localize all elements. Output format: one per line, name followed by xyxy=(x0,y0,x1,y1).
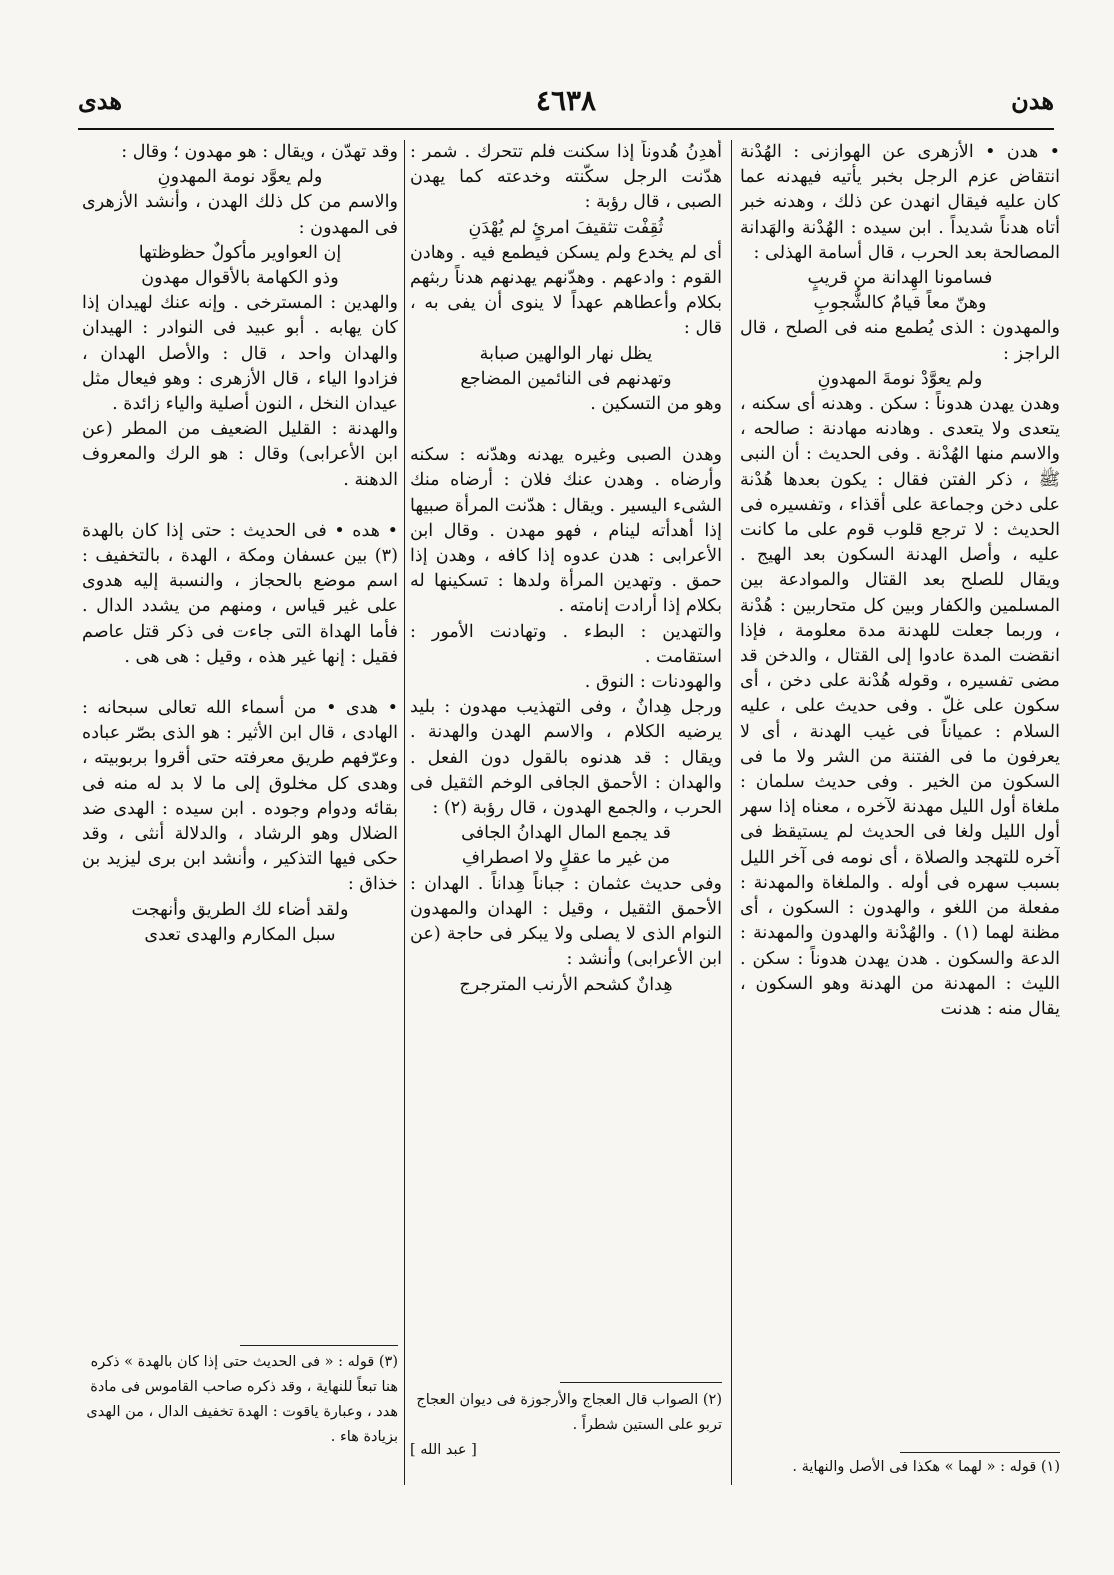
verse-line: ثُقِفْت تثقيفَ امرئٍ لم يُهْدَنِ xyxy=(468,217,664,238)
header-root-left: هدى xyxy=(78,86,123,115)
footnote-text: (١) قوله : « لهما » هكذا فى الأصل والنهاية . xyxy=(792,1459,1060,1475)
section-gap xyxy=(410,417,722,443)
footnote-rule xyxy=(240,1345,398,1346)
verse-line: ولم يعوَّدْ نومةَ المهدونِ xyxy=(817,368,983,389)
column-divider xyxy=(404,140,405,1485)
column-left xyxy=(82,140,398,1480)
paragraph: والتهدين : البطء . وتهادنت الأمور : استقامت . xyxy=(410,621,722,667)
verse-line: وذو الكهامة بالأقوال مهدون xyxy=(141,268,339,289)
column-divider xyxy=(731,140,732,1485)
paragraph: والهدين : المسترخى . وإنه عنك لهيدان إذا كان يهابه . أبو عبيد فى النوادر : الهيدان والهدان واحد ، قال : والأصل الهدان ، فزادوا الياء ، قال الأزهرى : وهو فيعال مثل عيدان النخل ، النون أصلية والياء زائدة . xyxy=(82,293,398,415)
page-header xyxy=(78,84,1054,130)
paragraph: أى لم يخدع ولم يسكن فيطمع فيه . وهادن القوم : وادعهم . وهدّنهم يهدنهم هدناً ربثهم بكلام وأعطاهم عهداً لا ينوى أن يفى به ، قال : xyxy=(410,242,722,339)
paragraph: وقد تهدّن ، ويقال : هو مهدون ؛ وقال : xyxy=(121,142,398,162)
verse-line: من غير ما عقلٍ ولا اصطرافِ xyxy=(461,848,671,869)
verse-line: ولم يعوَّد نومة المهدونِ xyxy=(157,167,323,188)
verse-line: وهنّ معاً قيامٌ كالشُّجوبِ xyxy=(813,293,987,314)
paragraph: والهودنات : النوق . xyxy=(584,672,722,693)
column-middle xyxy=(410,140,722,1480)
paragraph: والمهدون : الذى يُطمع منه فى الصلح ، قال الراجز : xyxy=(740,318,1060,364)
verse-line: يظل نهار الوالهين صبابة xyxy=(479,343,653,364)
paragraph: وهدن يهدن هدوناً : سكن . وهدنه أى سكنه ، يتعدى ولا يتعدى . وهادنه مهادنة : صالحه ، والاسم منها الهُدْنة . وفى الحديث : أن النبى ﷺ ، ذكر الفتن فقال : يكون بعدها هُدْنة على دخن وجماعة على أقذاء ، وتفسيره فى الحديث : لا ترجع قلوب قوم على ما كانت عليه ، وأصل الهدنة السكون بعد الهيج . ويقال للصلح بعد القتال والموادعة بين المسلمين والكفار وبين كل متحاربين : هُدْنة ، وربما جعلت للهدنة مدة معلومة ، فإذا انقضت المدة عادوا إلى القتال ، والدخن قد مضى تفسيره ، وقوله هُدْنة على دخن ، أى سكون على غلّ . وفى حديث على ، عليه السلام : عمياناً فى غيب الهدنة ، أى لا يعرفون ما فى الفتنة من الشر ولا ما فى السكون من الخير . وفى حديث سلمان : ملغاة أول الليل مهدنة لآخره ، معناه إذا سهر أول الليل ولغا فى الحديث لم يستيقظ فى آخره للتهجد والصلاة ، أى نومه فى آخر الليل بسبب سهره فى أوله . والملغاة والمهدنة : مفعلة من اللغو ، والهدون : السكون ، أى مظنة لهما (١) . والهُدْنة والهدون والمهدنة : الدعة والسكون . هدن يهدن هدوناً : سكن . الليث : المهدنة من الهدنة وهو السكون ، يقال منه : هدنت xyxy=(740,394,1060,1019)
footnote-editor: [ عبد الله ] xyxy=(410,1442,477,1458)
verse-line: ولقد أضاء لك الطريق وأنهجت xyxy=(131,899,349,920)
paragraph: وهدن الصبى وغيره يهدنه وهدّنه : سكنه وأرضاه . وهدن عنك فلان : أرضاه منك الشىء اليسير . ويقال : هدّنت المرأة صبيها إذا أهدأته لينام ، فهو مهدن . وقال ابن الأعرابى : هدن عدوه إذا كافه ، وهدن إذا حمق . وتهدين المرأة ولدها : تسكينها له بكلام إذا أرادت إنامته . xyxy=(410,445,722,617)
verse-line: فسامونا الهِدانة من قريبٍ xyxy=(807,268,993,289)
paragraph: وفى حديث عثمان : جباناً هِداناً . الهدان : الأحمق الثقيل ، وقيل : الهدان والمهدون النوام الذى لا يصلى ولا يبكر فى حاجة (عن ابن الأعرابى) وأنشد : xyxy=(410,873,722,970)
paragraph: والاسم من كل ذلك الهدن ، وأنشد الأزهرى فى المهدون : xyxy=(82,192,398,238)
verse-line: قد يجمع المال الهدانُ الجافى xyxy=(461,823,671,844)
footnote-left xyxy=(82,1350,398,1480)
footnote-middle xyxy=(410,1388,722,1478)
paragraph: والهدنة : القليل الضعيف من المطر (عن ابن الأعرابى) وقال : هو الرك والمعروف الدهنة . xyxy=(82,419,398,490)
footnote-right xyxy=(740,1455,1060,1485)
paragraph: • هدى • من أسماء الله تعالى سبحانه : الهادى ، قال ابن الأثير : هو الذى بصّر عباده وعرّفهم طريق معرفته حتى أقروا بربوبيته ، وهدى كل مخلوق إلى ما لا بد له منه فى بقائه ودوام وجوده . ابن سيده : الهدى ضد الضلال وهو الرشاد ، والدلالة أنثى ، وقد حكى فيها التذكير ، وأنشد ابن برى ليزيد بن خذاق : xyxy=(82,698,398,895)
footnote-rule xyxy=(900,1452,1060,1453)
verse-line: إن العواوير مأكولٌ حظوظتها xyxy=(138,242,342,263)
paragraph: • هدن • الأزهرى عن الهوازنى : الهُدْنة انتقاض عزم الرجل بخبر يأتيه فيهدنه عما كان عليه فيقال انهدن عن ذلك ، وهدنه خبر أتاه هدناً شديداً . ابن سيده : الهُدْنة والهَدانة المصالحة بعد الحرب ، قال أسامة الهذلى : xyxy=(740,142,1060,263)
section-gap xyxy=(82,670,398,696)
verse-line: وتهدنهم فى النائمين المضاجع xyxy=(460,368,672,389)
paragraph: ورجل هِدانٌ ، وفى التهذيب مهدون : بليد يرضيه الكلام ، والاسم الهدن والهدنة . ويقال : قد هدنوه بالقول دون الفعل . والهدان : الأحمق الجافى الوخم الثقيل فى الحرب ، والجمع الهدون ، قال رؤبة (٢) : xyxy=(410,697,722,819)
footnote-text: (٢) الصواب قال العجاج والأرجوزة فى ديوان العجاج تربو على الستين شطراً . xyxy=(416,1392,722,1433)
verse-line: سبل المكارم والهدى تعدى xyxy=(144,924,336,945)
footnote-rule xyxy=(560,1382,722,1383)
paragraph: أهدِنُ هُدوناً إذا سكنت فلم تتحرك . شمر : هدّنت الرجل سكّنته وخدعته كما يهدن الصبى ، قال رؤبة : xyxy=(410,142,722,213)
column-right xyxy=(740,140,1060,1480)
header-root-right: هدن xyxy=(1011,86,1054,115)
paragraph: وهو من التسكين . xyxy=(590,394,722,415)
paragraph: • هده • فى الحديث : حتى إذا كان بالهدة (٣) بين عسفان ومكة ، الهدة ، بالتخفيف : اسم موضع بالحجاز ، والنسبة إليه هدوى على غير قياس ، ومنهم من يشدد الدال . فأما الهداة التى جاءت فى ذكر قتل عاصم فقيل : إنها غير هذه ، وقيل : هى هى . xyxy=(82,520,398,667)
page-number: ٤٦٣٨ xyxy=(535,84,597,117)
verse-line: هِدانٌ كشحم الأرنب المترجرج xyxy=(459,974,673,995)
footnote-text: (٣) قوله : « فى الحديث حتى إذا كان بالهدة » ذكره هنا تبعاً للنهاية ، وقد ذكره صاحب القاموس فى مادة هدد ، وعبارة ياقوت : الهدة تخفيف الدال ، من الهدى بزيادة هاء . xyxy=(86,1354,398,1445)
section-gap xyxy=(82,493,398,519)
